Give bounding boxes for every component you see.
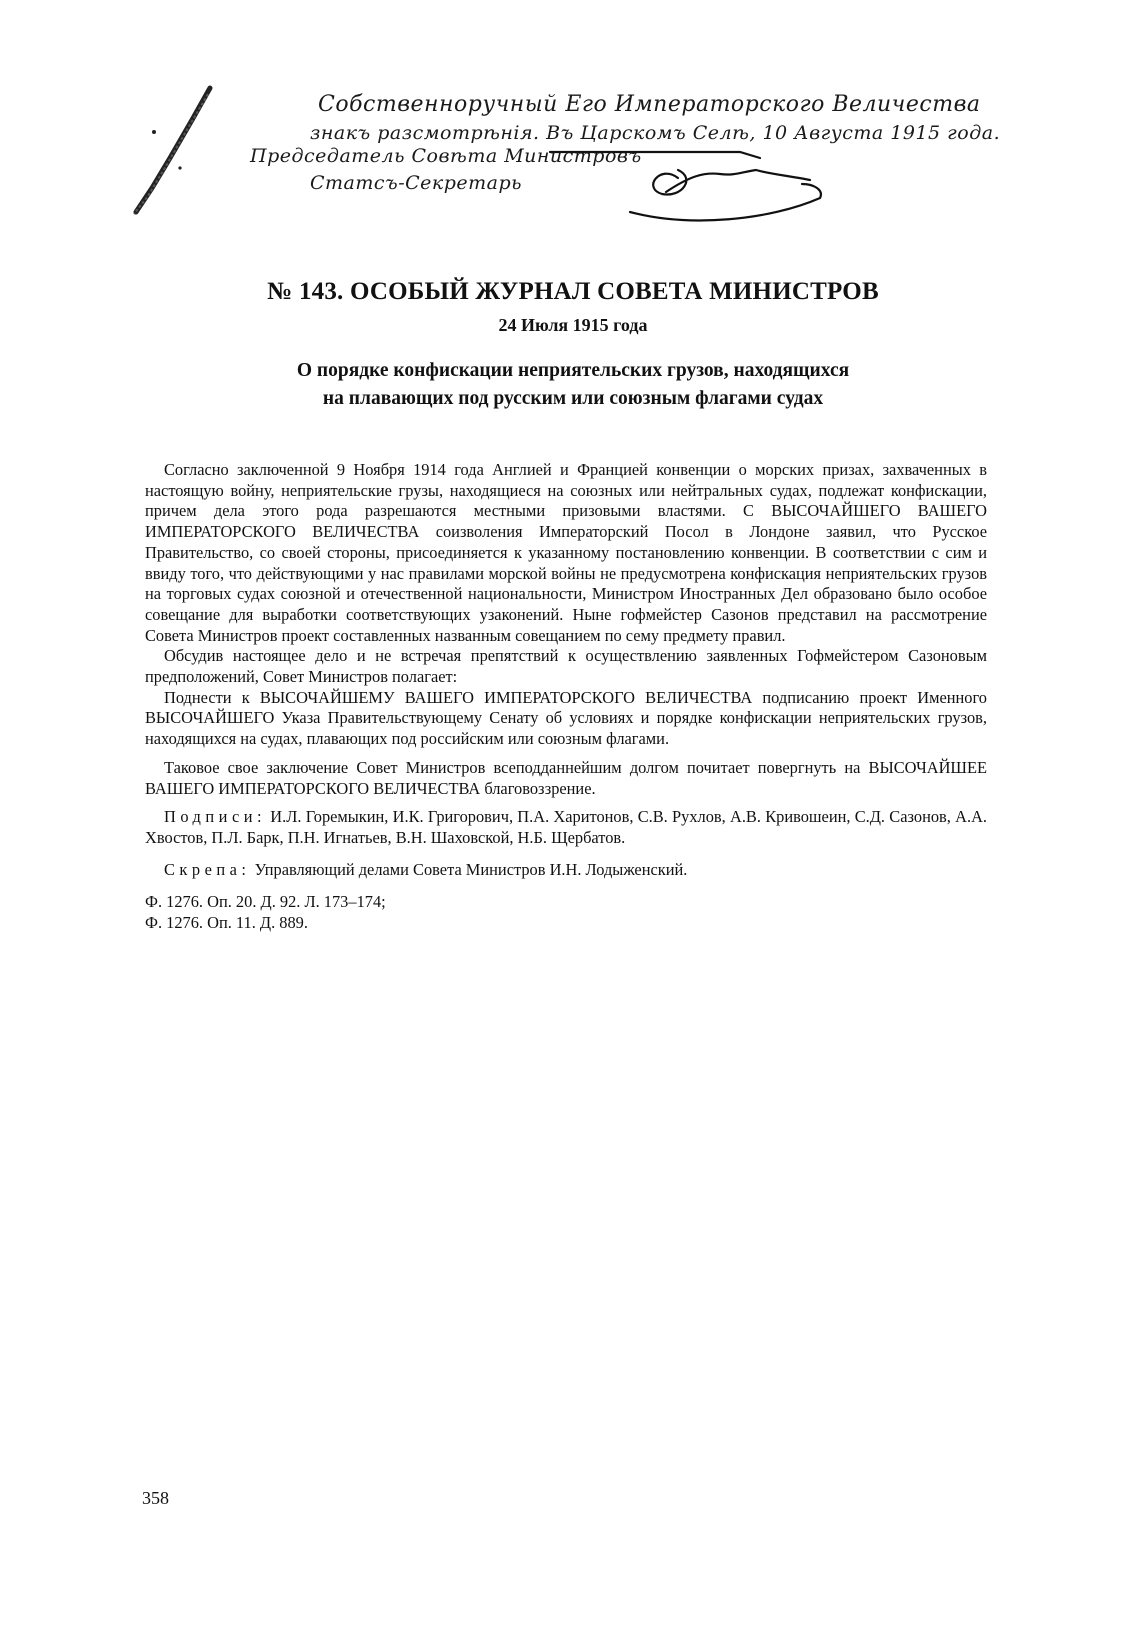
paragraph-1: Согласно заключенной 9 Ноября 1914 года Англией и Францией конвенции о морских призах, захваченных в настоящую войну, неприятельские грузы, находящиеся на союзных или нейтральных судах, подлежат конфискации, причем дела этого рода разрешаются местными призовыми властями. С ВЫСОЧАЙШЕГО ВАШЕГО ИМПЕРАТОРСКОГО ВЕЛИЧЕСТВА соизволения Императорский Посол в Лондоне заявил, что Русское Правительство, со своей стороны, присоединяется к указанному постановлению конвенции. В соответствии с сим и ввиду того, что действующими у нас правилами морской войны не предусмотрена конфискация неприятельских грузов на торговых судах союзной и отечественной национальности, Министром Иностранных Дел образовано было особое совещание для выработки соответствующих узаконений. Ныне гофмейстер Сазонов представил на рассмотрение Совета Министров проект составленных названным совещанием по сему предмету правил. (145, 460, 987, 645)
countersign-label: Скрепа: (164, 859, 251, 879)
subtitle-line-2: на плавающих под русским или союзным флагами судах (322, 388, 824, 409)
archive-reference-2: Ф. 1276. Оп. 11. Д. 889. (145, 913, 308, 933)
page-number: 358 (142, 1488, 169, 1508)
archive-reference-1: Ф. 1276. Оп. 20. Д. 92. Л. 173–174; (145, 892, 386, 912)
document-subtitle (0, 357, 1146, 413)
resolution-line-2: знакъ разсмотрѣнія. Въ Царскомъ Селѣ, 10 Августа 1915 года. (310, 122, 1001, 144)
resolution-line-4: Статсъ-Секретарь (310, 172, 523, 194)
archive-references (145, 892, 987, 933)
signatures-text: И.Л. Горемыкин, И.К. Григорович, П.А. Харитонов, С.В. Рухлов, А.В. Кривошеин, С.Д. Сазонов, А.А. Хвостов, П.Л. Барк, П.Н. Игнатьев, В.Н. Шаховской, Н.Б. Щербатов. (145, 807, 987, 847)
document-date: 24 Июля 1915 года (498, 315, 648, 335)
document-title: № 143. ОСОБЫЙ ЖУРНАЛ СОВЕТА МИНИСТРОВ (267, 278, 879, 305)
countersign (145, 860, 987, 881)
paragraph-2: Обсудив настоящее дело и не встречая препятствий к осуществлению заявленных Гофмейстером Сазоновым предположений, Совет Министров полагает: (145, 646, 987, 687)
handwritten-resolution (130, 80, 1010, 230)
paragraph-4: Таковое свое заключение Совет Министров всеподданнейшим долгом почитает повергнуть на ВЫСОЧАЙШЕЕ ВАШЕГО ИМПЕРАТОРСКОГО ВЕЛИЧЕСТВА благовоззрение. (145, 757, 987, 798)
countersign-text: Управляющий делами Совета Министров И.Н. Лодыженский. (250, 859, 688, 879)
resolution-line-1: Собственноручный Его Императорского Величества (318, 92, 981, 117)
signatures-label: Подписи: (164, 807, 267, 827)
signatures (145, 807, 987, 848)
subtitle-line-1: О порядке конфискации неприятельских грузов, находящихся (296, 360, 850, 381)
resolution-line-3: Председатель Совѣта Министровъ (250, 145, 642, 167)
document-body (145, 460, 987, 934)
paragraph-3: Поднести к ВЫСОЧАЙШЕМУ ВАШЕГО ИМПЕРАТОРСКОГО ВЕЛИЧЕСТВА подписанию проект Именного ВЫСОЧАЙШЕГО Указа Правительствующему Сенату об условиях и порядке конфискации неприятельских грузов, находящихся на судах, плавающих под российским или союзным флагами. (145, 687, 987, 749)
approval-stroke (136, 88, 210, 212)
